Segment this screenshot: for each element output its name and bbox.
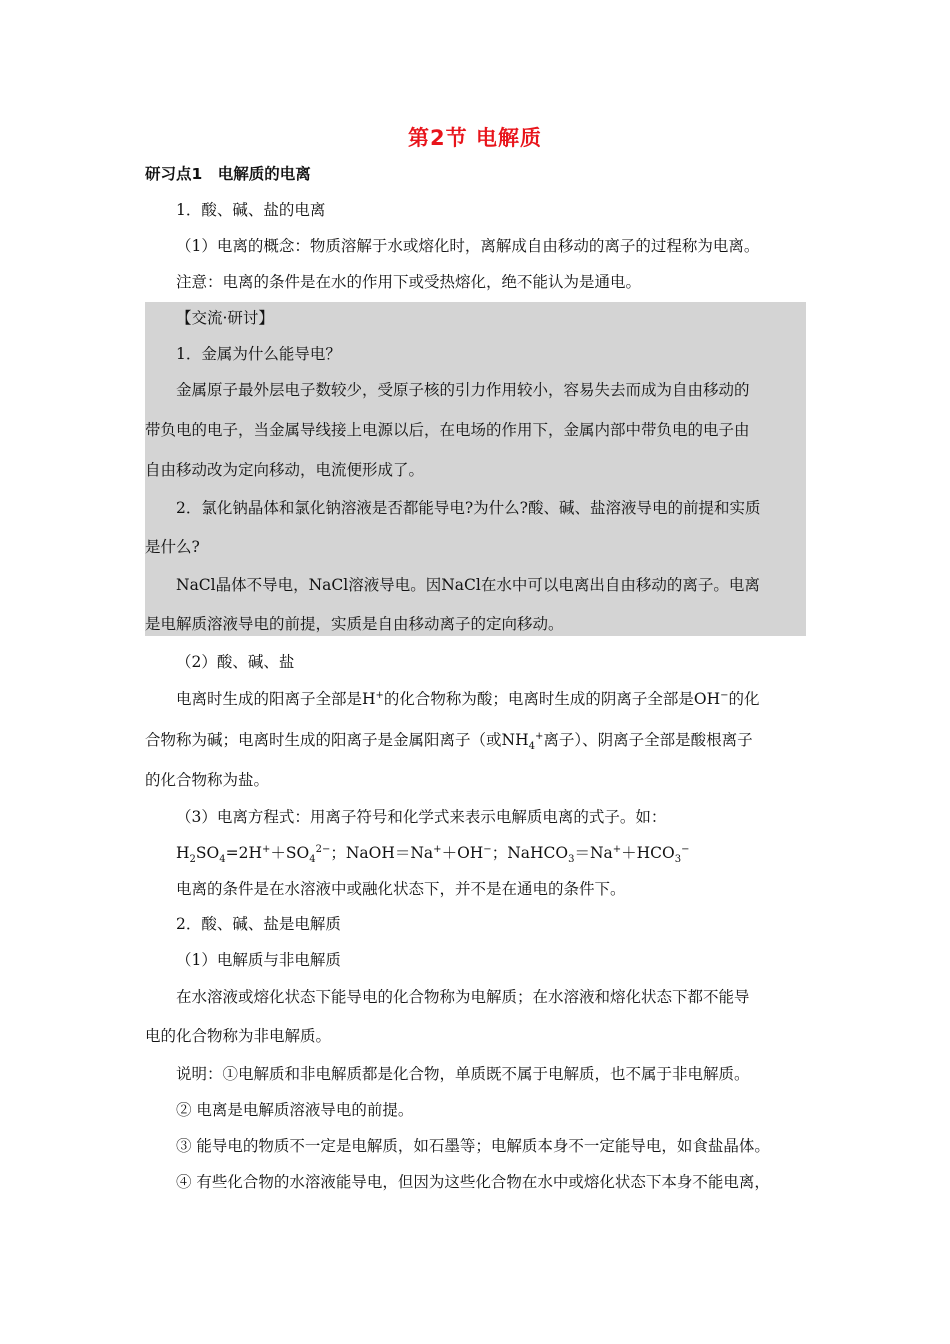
ionization-concept: （1）电离的概念：物质溶解于水或熔化时，离解成自由移动的离子的过程称为电离。 <box>176 237 760 255</box>
definition-line-2: 合物称为碱；电离时生成的阳离子是金属阳离子（或$NH_4^+$离子）、阴离子全部是酸根离子 <box>145 730 753 752</box>
ionization-equations: $H_2SO_4=2H^++SO_4^{2-}$；NaOH＝Na+＋OH−；$NaHCO_3=Na^++HCO_3^-$ <box>176 843 690 865</box>
note-condition: 注意：电离的条件是在水的作用下或受热熔化，绝不能认为是通电。 <box>176 273 642 291</box>
note-item-2: ② 电离是电解质溶液导电的前提。 <box>176 1101 414 1119</box>
discussion-question-1: 1．金属为什么能导电？ <box>176 345 341 363</box>
electrolyte-definition-line-2: 电的化合物称为非电解质。 <box>145 1027 332 1045</box>
definition-line-3: 的化合物称为盐。 <box>145 771 270 789</box>
subheading-2: 2．酸、碱、盐是电解质 <box>176 915 341 933</box>
note-item-1: 说明：①电解质和非电解质都是化合物，单质既不属于电解质，也不属于非电解质。 <box>176 1065 750 1083</box>
definition-line-1: 电离时生成的阳离子全部是H+的化合物称为酸；电离时生成的阴离子全部是OH−的化 <box>176 689 760 708</box>
ionization-equation-intro: （3）电离方程式：用离子符号和化学式来表示电解质电离的式子。如： <box>176 808 667 826</box>
ionization-condition: 电离的条件是在水溶液中或融化状态下，并不是在通电的条件下。 <box>176 880 626 898</box>
discussion-question-2-line-2: 是什么? <box>145 538 200 556</box>
discussion-heading: 【交流·研讨】 <box>176 309 274 327</box>
subheading-1: 1．酸、碱、盐的电离 <box>176 201 326 219</box>
page-title: 第2节 电解质 <box>408 126 542 150</box>
subheading-electrolyte: （1）电解质与非电解质 <box>176 951 341 969</box>
electrolyte-definition-line-1: 在水溶液或熔化状态下能导电的化合物称为电解质；在水溶液和熔化状态下都不能导 <box>176 988 750 1006</box>
discussion-answer-2-line-2: 是电解质溶液导电的前提，实质是自由移动离子的定向移动。 <box>145 615 564 633</box>
subheading-acid-base-salt: （2）酸、碱、盐 <box>176 653 295 671</box>
note-item-3: ③ 能导电的物质不一定是电解质，如石墨等；电解质本身不一定能导电，如食盐晶体。 <box>176 1137 770 1155</box>
discussion-answer-2-line-1: NaCl晶体不导电，NaCl溶液导电。因NaCl在水中可以电离出自由移动的离子。电离 <box>176 576 760 594</box>
discussion-question-2-line-1: 2．氯化钠晶体和氯化钠溶液是否都能导电?为什么?酸、碱、盐溶液导电的前提和实质 <box>176 499 761 517</box>
discussion-answer-1-line-3: 自由移动改为定向移动，电流便形成了。 <box>145 461 425 479</box>
discussion-answer-1-line-1: 金属原子最外层电子数较少，受原子核的引力作用较小，容易失去而成为自由移动的 <box>176 381 750 399</box>
discussion-answer-1-line-2: 带负电的电子，当金属导线接上电源以后，在电场的作用下，金属内部中带负电的电子由 <box>145 421 750 439</box>
note-item-4: ④ 有些化合物的水溶液能导电，但因为这些化合物在水中或熔化状态下本身不能电离， <box>176 1173 770 1191</box>
section-heading: 研习点1 电解质的电离 <box>145 165 311 183</box>
